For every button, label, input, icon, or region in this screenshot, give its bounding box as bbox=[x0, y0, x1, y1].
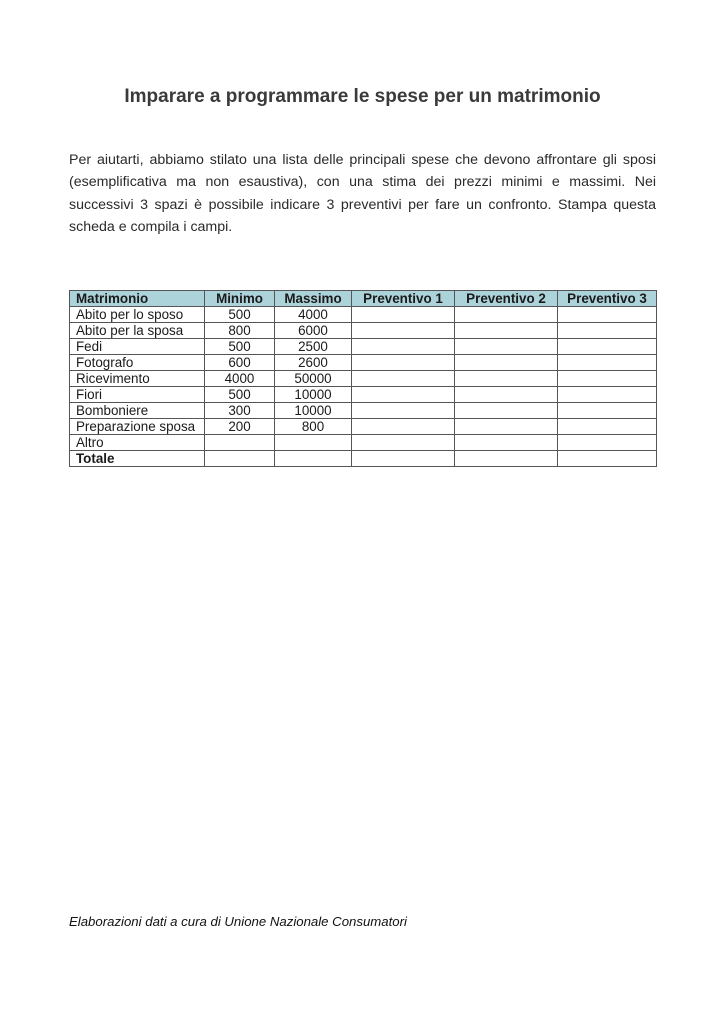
cell-preventivo-2[interactable] bbox=[455, 355, 558, 371]
page-title: Imparare a programmare le spese per un matrimonio bbox=[124, 86, 601, 107]
row-label: Altro bbox=[70, 435, 205, 451]
cell-massimo: 6000 bbox=[275, 323, 352, 339]
cell-preventivo-2[interactable] bbox=[455, 339, 558, 355]
cell-preventivo-1[interactable] bbox=[352, 323, 455, 339]
cell-preventivo-2[interactable] bbox=[455, 307, 558, 323]
cell-preventivo-3[interactable] bbox=[558, 419, 657, 435]
cell-preventivo-2[interactable] bbox=[455, 451, 558, 467]
table-row bbox=[70, 435, 657, 451]
row-label: Abito per la sposa bbox=[70, 323, 205, 339]
cell-massimo: 50000 bbox=[275, 371, 352, 387]
cell-minimo: 300 bbox=[205, 403, 275, 419]
cell-preventivo-3[interactable] bbox=[558, 387, 657, 403]
cell-preventivo-3[interactable] bbox=[558, 451, 657, 467]
column-header-preventivo-3: Preventivo 3 bbox=[558, 291, 657, 307]
cell-preventivo-1[interactable] bbox=[352, 419, 455, 435]
table-header-row bbox=[70, 291, 657, 307]
cell-preventivo-3[interactable] bbox=[558, 339, 657, 355]
cell-preventivo-3[interactable] bbox=[558, 307, 657, 323]
cell-minimo[interactable] bbox=[205, 435, 275, 451]
column-header-preventivo-2: Preventivo 2 bbox=[455, 291, 558, 307]
row-label: Fedi bbox=[70, 339, 205, 355]
cell-preventivo-3[interactable] bbox=[558, 435, 657, 451]
cell-preventivo-1[interactable] bbox=[352, 371, 455, 387]
cell-preventivo-2[interactable] bbox=[455, 419, 558, 435]
cell-massimo: 10000 bbox=[275, 387, 352, 403]
cell-massimo: 800 bbox=[275, 419, 352, 435]
cell-preventivo-1[interactable] bbox=[352, 339, 455, 355]
table-row bbox=[70, 323, 657, 339]
cell-preventivo-2[interactable] bbox=[455, 323, 558, 339]
table-row bbox=[70, 387, 657, 403]
cell-minimo: 500 bbox=[205, 307, 275, 323]
wedding-costs-table bbox=[69, 290, 657, 467]
cell-minimo: 4000 bbox=[205, 371, 275, 387]
cell-preventivo-1[interactable] bbox=[352, 403, 455, 419]
cell-preventivo-2[interactable] bbox=[455, 371, 558, 387]
cell-preventivo-1[interactable] bbox=[352, 435, 455, 451]
row-label: Ricevimento bbox=[70, 371, 205, 387]
cell-massimo: 2600 bbox=[275, 355, 352, 371]
cell-massimo[interactable] bbox=[275, 451, 352, 467]
cell-massimo: 4000 bbox=[275, 307, 352, 323]
row-label: Abito per lo sposo bbox=[70, 307, 205, 323]
row-label: Preparazione sposa bbox=[70, 419, 205, 435]
table-row bbox=[70, 371, 657, 387]
cell-minimo: 600 bbox=[205, 355, 275, 371]
cell-massimo: 2500 bbox=[275, 339, 352, 355]
source-note: Elaborazioni dati a cura di Unione Nazionale Consumatori bbox=[69, 914, 407, 929]
table-row bbox=[70, 339, 657, 355]
column-header-massimo: Massimo bbox=[275, 291, 352, 307]
row-label-total: Totale bbox=[70, 451, 205, 467]
cell-minimo[interactable] bbox=[205, 451, 275, 467]
cell-preventivo-2[interactable] bbox=[455, 403, 558, 419]
cell-minimo: 500 bbox=[205, 387, 275, 403]
cell-preventivo-1[interactable] bbox=[352, 451, 455, 467]
row-label: Fotografo bbox=[70, 355, 205, 371]
intro-paragraph: Per aiutarti, abbiamo stilato una lista delle principali spese che devono affrontare gli sposi (esemplificativa ma non esaustiva), con una stima dei prezzi minimi e massimi. Nei successivi 3 spazi è possibile indicare 3 preventivi per fare un confronto. Stampa questa scheda e compila i campi. bbox=[69, 152, 656, 235]
column-header-preventivo-1: Preventivo 1 bbox=[352, 291, 455, 307]
cell-preventivo-1[interactable] bbox=[352, 387, 455, 403]
column-header-minimo: Minimo bbox=[205, 291, 275, 307]
cell-preventivo-2[interactable] bbox=[455, 435, 558, 451]
cell-preventivo-3[interactable] bbox=[558, 323, 657, 339]
row-label: Fiori bbox=[70, 387, 205, 403]
table-row bbox=[70, 307, 657, 323]
column-header-matrimonio: Matrimonio bbox=[70, 291, 205, 307]
cell-preventivo-2[interactable] bbox=[455, 387, 558, 403]
cell-massimo: 10000 bbox=[275, 403, 352, 419]
cell-preventivo-3[interactable] bbox=[558, 355, 657, 371]
table-row bbox=[70, 403, 657, 419]
cell-preventivo-1[interactable] bbox=[352, 355, 455, 371]
table-row bbox=[70, 355, 657, 371]
cell-preventivo-3[interactable] bbox=[558, 371, 657, 387]
table-row bbox=[70, 419, 657, 435]
cell-minimo: 200 bbox=[205, 419, 275, 435]
cell-preventivo-3[interactable] bbox=[558, 403, 657, 419]
cell-minimo: 800 bbox=[205, 323, 275, 339]
cell-minimo: 500 bbox=[205, 339, 275, 355]
cell-massimo[interactable] bbox=[275, 435, 352, 451]
row-label: Bomboniere bbox=[70, 403, 205, 419]
cell-preventivo-1[interactable] bbox=[352, 307, 455, 323]
table-row-total bbox=[70, 451, 657, 467]
